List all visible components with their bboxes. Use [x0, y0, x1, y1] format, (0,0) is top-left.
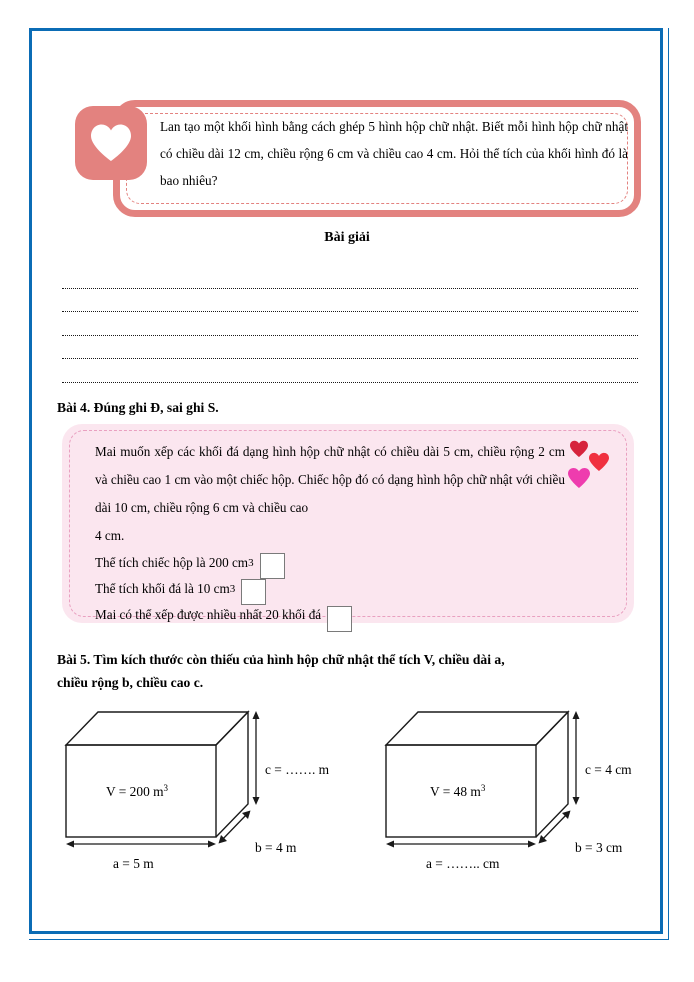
problem5-heading-line2: chiều rộng b, chiều cao c. — [57, 675, 204, 690]
problem4-heading: Bài 4. Đúng ghi Đ, sai ghi S. — [57, 400, 219, 415]
answer-line[interactable] — [62, 265, 638, 289]
problem4-statement-3 — [95, 599, 352, 625]
figure-1-volume-sup: 3 — [163, 783, 169, 793]
width-dimension-arrow-1 — [66, 841, 216, 848]
figure-2-height-label: c = 4 cm — [585, 762, 632, 777]
problem5-heading-line1: Bài 5. Tìm kích thước còn thiếu của hình hộp chữ nhật thể tích V, chiều dài a, — [57, 652, 505, 667]
answer-line[interactable] — [62, 359, 638, 383]
problem4-intro-lastline: 4 cm. — [95, 528, 125, 543]
heart-icon-red — [588, 452, 610, 472]
figure-2-volume-label — [430, 783, 486, 799]
problem3-paragraph: Lan tạo một khối hình bằng cách ghép 5 hình hộp chữ nhật. Biết mỗi hình hộp chữ nhật có chiều dài 12 cm, chiều rộng 6 cm và chiều cao 4 cm. Hỏi thể tích của khối hình đó là bao nhiêu? — [160, 119, 628, 188]
figure-1-depth-label: b = 4 m — [255, 840, 297, 855]
height-dimension-arrow-1 — [253, 711, 260, 805]
figure-1-volume-label — [106, 783, 169, 799]
answer-line[interactable] — [62, 312, 638, 336]
solution-label: Bài giải — [324, 230, 370, 245]
width-dimension-arrow-2 — [386, 841, 536, 848]
heart-badge — [75, 106, 147, 180]
problem5-figure-2 — [378, 700, 678, 890]
problem5-heading — [57, 648, 635, 694]
problem5-figure-1 — [58, 700, 358, 890]
problem4-intro-paragraph: Mai muốn xếp các khối đá dạng hình hộp chữ nhật có chiều dài 5 cm, chiều rộng 2 cm và chiều cao 1 cm vào một chiếc hộp. Chiếc hộp đó có dạng hình hộp chữ nhật với chiều dài 10 cm, chiều rộng 6 cm và chiều cao — [95, 444, 565, 515]
heart-decoration-group — [567, 436, 629, 498]
heart-icon-dark-red — [569, 440, 589, 458]
heart-icon — [89, 123, 133, 163]
heart-icon-magenta — [567, 467, 591, 489]
statement-1-sup: 3 — [248, 557, 254, 569]
problem4-statement-2 — [95, 573, 266, 599]
figure-2-depth-label: b = 3 cm — [575, 840, 623, 855]
cuboid-1-shape — [66, 712, 248, 837]
statement-1-text: Thể tích chiếc hộp là 200 cm — [95, 555, 249, 570]
depth-dimension-arrow-1 — [219, 811, 251, 844]
figure-2-width-label: a = …….. cm — [426, 856, 500, 871]
answer-line[interactable] — [62, 289, 638, 313]
statement-3-answer-box[interactable] — [327, 606, 352, 632]
figure-1-height-label: c = ……. m — [265, 762, 330, 777]
statement-2-text: Thể tích khối đá là 10 cm — [95, 581, 230, 596]
depth-dimension-arrow-2 — [539, 811, 571, 844]
answer-line[interactable] — [62, 336, 638, 360]
answer-lines — [62, 265, 638, 383]
figure-2-volume-sup: 3 — [480, 783, 486, 793]
height-dimension-arrow-2 — [573, 711, 580, 805]
problem4-intro — [95, 438, 565, 550]
problem3-text — [160, 113, 628, 194]
statement-2-sup: 3 — [229, 583, 236, 595]
figure-2-volume-text: V = 48 m — [430, 784, 481, 799]
cuboid-2-shape — [386, 712, 568, 837]
statement-3-text: Mai có thể xếp được nhiều nhất 20 khối đá — [95, 607, 322, 622]
figure-1-volume-text: V = 200 m — [106, 784, 164, 799]
problem4-statement-1 — [95, 547, 285, 573]
figure-1-width-label: a = 5 m — [113, 856, 154, 871]
problem4-card — [62, 424, 634, 623]
